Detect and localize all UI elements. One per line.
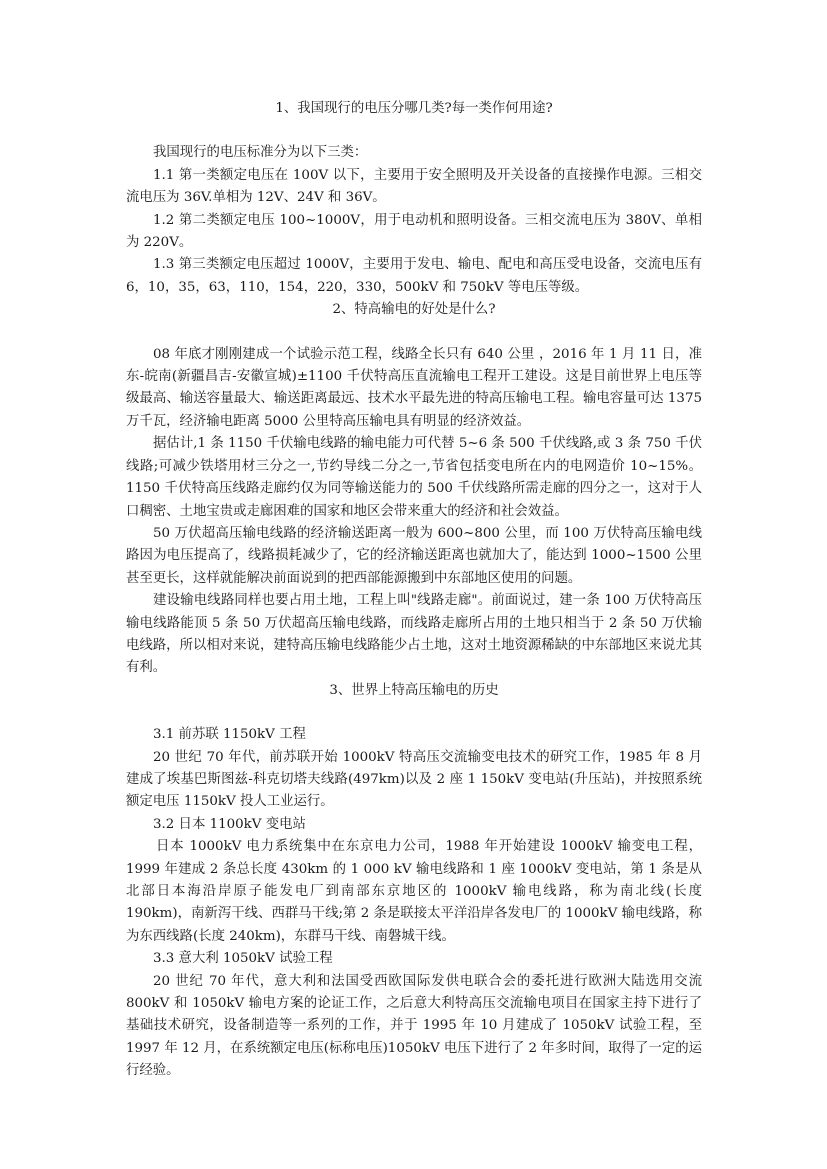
section-1-paragraph-1: 1.1 第一类额定电压在 100V 以下，主要用于安全照明及开关设备的直接操作电源。三相交流电压为 36V.单相为 12V、24V 和 36V。 xyxy=(126,167,702,206)
document-body xyxy=(126,98,702,1083)
section-3-1-title: 3.1 前苏联 1150kV 工程 xyxy=(153,727,306,743)
section-3-1-paragraph: 20 世纪 70 年代，前苏联开始 1000kV 特高压交流输变电技术的研究工作，1985 年 8 月建成了埃基巴斯图兹-科克切塔夫线路(497km)以及 2 座 1 150kV 变电站(升压站)，并按照系统额定电压 1150kV 投人工业运行。 xyxy=(126,749,702,810)
section-1-intro: 我国现行的电压标准分为以下三类： xyxy=(153,145,368,161)
section-1-paragraph-3: 1.3 第三类额定电压超过 1000V，主要用于发电、输电、配电和高压受电设备，交流电压有 6，10，35，63，110，154，220，330，500kV 和 750kV 等电压等级。 xyxy=(126,257,702,295)
section-2-paragraph-2: 据估计,1 条 1150 千伏输电线路的输电能力可代替 5~6 条 500 千伏线路,或 3 条 750 千伏线路;可减少铁塔用材三分之一,节约导线二分之一,节省包括变电所在内的电网造价 10~15%。1150 千伏特高压线路走廊约仅为同等输送能力的 500 千伏线路所需走廊的四分之一，这对于人口稠密、土地宝贵或走廊困难的国家和地区会带来重大的经济和社会效益。 xyxy=(126,436,702,519)
section-3-2-title: 3.2 日本 1100kV 变电站 xyxy=(153,816,306,832)
section-3-3-paragraph: 20 世纪 70 年代，意大利和法国受西欧国际发供电联合会的委托进行欧洲大陆选用交流 800kV 和 1050kV 输电方案的论证工作，之后意大利特高压交流输电项目在国家主持下进行了基础技术研究，设备制造等一系列的工作，并于 1995 年 10 月建成了 1050kV 试验工程，至 1997 年 12 月，在系统额定电压(标称电压)1050kV 电压下进行了 2 年多时间，取得了一定的运行经验。 xyxy=(126,973,702,1079)
section-2-title: 2、特高输电的好处是什么? xyxy=(332,302,496,318)
section-2-paragraph-3: 50 万伏超高压输电线路的经济输送距离一般为 600~800 公里，而 100 万伏特高压输电线路因为电压提高了，线路损耗减少了，它的经济输送距离也就加大了，能达到 1000~1500 公里甚至更长，这样就能解决前面说到的把西部能源搬到中东部地区使用的问题。 xyxy=(126,525,702,586)
section-3-3-title: 3.3 意大利 1050kV 试验工程 xyxy=(153,951,333,967)
section-3-title: 3、世界上特高压输电的历史 xyxy=(329,682,499,698)
section-3-2-paragraph: 日本 1000kV 电力系统集中在东京电力公司，1988 年开始建设 1000kV 输变电工程，1999 年建成 2 条总长度 430km 的 1 000 kV 输电线路和 1 座 1000kV 变电站，第 1 条是从北部日本海沿岸原子能发电厂到南部东京地区的 1000kV 输电线路，称为南北线(长度 190km)，南新泻干线、西群马干线;第 2 条是联接太平洋沿岸各发电厂的 1000kV 输电线路，称为东西线路(长度 240km)，东群马干线、南磐城干线。 xyxy=(126,839,702,944)
section-1-title: 1、我国现行的电压分哪几类?每一类作何用途? xyxy=(275,101,553,116)
section-2-paragraph-1: 08 年底才刚刚建成一个试验示范工程，线路全长只有 640 公里 ，2016 年 1 月 11 日，准东-皖南(新疆昌吉-安徽宣城)±1100 千伏特高压直流输电工程开工建设。这是目前世界上电压等级最高、输送容量最大、输送距离最远、技术水平最先进的特高压输电工程。输电容量可达 1375 万千瓦，经济输电距离 5000 公里特高压输电具有明显的经济效益。 xyxy=(126,346,702,429)
section-1-paragraph-2: 1.2 第二类额定电压 100~1000V，用于电动机和照明设备。三相交流电压为 380V、单相为 220V。 xyxy=(126,212,702,251)
section-2-paragraph-4: 建设输电线路同样也要占用土地，工程上叫"线路走廊"。前面说过，建一条 100 万伏特高压输电线路能顶 5 条 50 万伏超高压输电线路，而线路走廊所占用的土地只相当于 2 条 50 万伏输电线路，所以相对来说，建特高压输电线路能少占土地，这对土地资源稀缺的中东部地区来说尤其有利。 xyxy=(126,593,702,676)
